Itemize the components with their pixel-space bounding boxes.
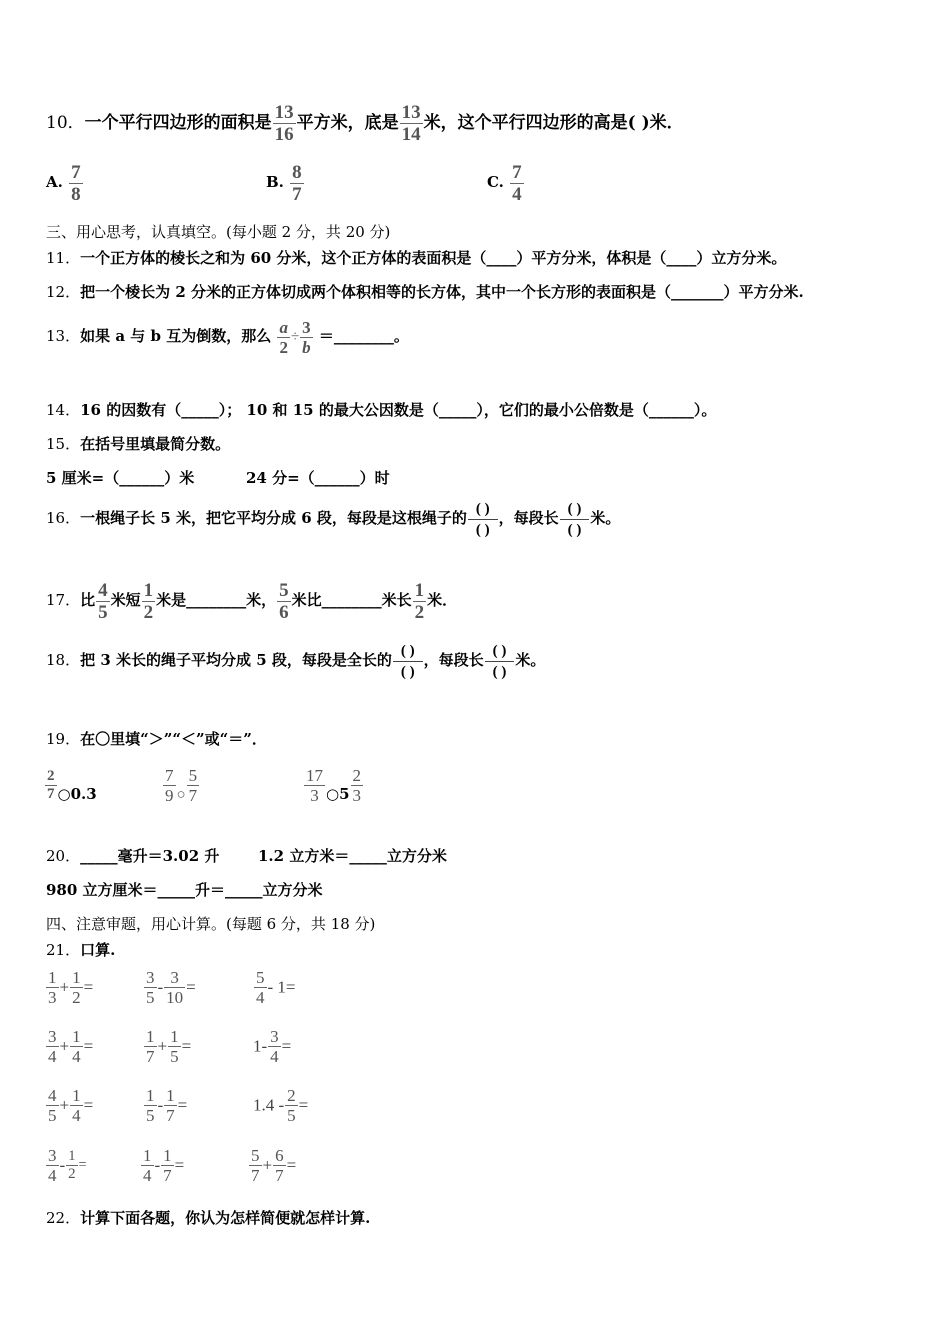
calc-2-1: $\frac{3}{4}$ + $\frac{1}{4}$ = xyxy=(48,1027,94,1066)
section-4-heading: 四、注意审题，用心计算。(每题 6 分，共 18 分) xyxy=(46,915,376,933)
calc-4-2: $\frac{1}{4}$ - $\frac{1}{7}$ = xyxy=(143,1146,185,1185)
q16-blank-fraction-1[interactable]: ( ) ( ) xyxy=(468,499,498,540)
question-15: 15．在括号里填最简分数。 xyxy=(46,435,231,453)
q17-fraction-5-6: $\frac{5}{6}$ xyxy=(279,579,289,623)
compare-circle-5[interactable]: ○5 xyxy=(326,785,350,803)
question-13: 13．如果 a 与 b 互为倒数，那么 $\frac{a}{2}$ ÷ $\frac{3}{b}$ ＝________。 xyxy=(46,317,409,357)
calc-3-3: 1.4 - $\frac{2}{5}$ = xyxy=(253,1086,309,1125)
q20-line-2: 980 立方厘米＝_____升＝_____立方分米 xyxy=(46,881,323,899)
option-b-fraction: $\frac{8}{7}$ xyxy=(292,161,302,205)
question-19: 19．在〇里填“＞”“＜”或“＝”． xyxy=(46,730,267,748)
question-16: 16．一根绳子长 5 米，把它平均分成 6 段，每段是这根绳子的 ( ) ( ) ，每段长 ( ) ( ) 米。 xyxy=(46,500,621,538)
question-20: 20．_____毫升＝3.02 升 xyxy=(46,847,220,865)
question-10 xyxy=(46,102,684,145)
q15-line-2a: 5 厘米=（______）米 xyxy=(46,469,195,487)
calc-1-2: $\frac{3}{5}$ - $\frac{3}{10}$ = xyxy=(146,968,196,1007)
question-22: 22．计算下面各题，你认为怎样简便就怎样计算. xyxy=(46,1209,371,1227)
question-21: 21．口算. xyxy=(46,941,116,959)
q19-fraction-17-3: $\frac{17}{3}$ xyxy=(306,765,323,805)
question-17: 17．比 $\frac{4}{5}$ 米短 $\frac{1}{2}$ 米是________米， $\frac{5}{6}$ 米比________米长 $\frac{1}{2}$ 米． xyxy=(46,579,458,623)
calc-3-1: $\frac{4}{5}$ + $\frac{1}{4}$ = xyxy=(48,1086,94,1125)
q10-area-fraction: $\frac{13}{16}$ xyxy=(274,102,294,145)
q10-option-c[interactable]: C. $\frac{7}{4}$ xyxy=(487,161,522,205)
calc-2-2: $\frac{1}{7}$ + $\frac{1}{5}$ = xyxy=(146,1027,192,1066)
calc-4-1: $\frac{3}{4}$ - $\frac{1}{2}$ = xyxy=(48,1146,87,1185)
q19-compare-3 xyxy=(303,760,364,818)
question-14: 14．16 的因数有（_____）； 10 和 15 的最大公因数是（_____），它们的最小公倍数是（______）。 xyxy=(46,401,717,419)
q17-fraction-4-5: $\frac{4}{5}$ xyxy=(98,579,108,623)
q17-fraction-1-2: $\frac{1}{2}$ xyxy=(143,579,154,623)
q13-fraction-a-over-2: $\frac{a}{2}$ xyxy=(279,317,288,357)
q19-fraction-5-7: $\frac{5}{7}$ xyxy=(188,765,198,805)
q17-fraction-1-2-b: $\frac{1}{2}$ xyxy=(414,579,425,623)
calc-3-2: $\frac{1}{5}$ - $\frac{1}{7}$ = xyxy=(146,1086,188,1125)
question-11: 11．一个正方体的棱长之和为 60 分米，这个正方体的表面积是（____）平方分米，体积是（____）立方分米。 xyxy=(46,249,787,267)
q15-line-2b: 24 分=（______）时 xyxy=(246,469,390,487)
calc-1-3: $\frac{5}{4}$ - 1= xyxy=(256,968,296,1007)
calc-1-1: $\frac{1}{3}$ + $\frac{1}{2}$ = xyxy=(48,968,94,1007)
q10-text-3: 米，这个平行四边形的高是( )米． xyxy=(423,113,684,133)
q10-text-2: 平方米，底是 xyxy=(296,113,399,133)
q18-blank-fraction-2[interactable]: ( ) ( ) xyxy=(485,641,515,682)
calc-4-3: $\frac{5}{7}$ + $\frac{6}{7}$ = xyxy=(251,1146,297,1185)
compare-circle[interactable]: ○ xyxy=(176,787,186,803)
q19-fraction-7-9: $\frac{7}{9}$ xyxy=(165,765,174,805)
calc-2-3: 1- $\frac{3}{4}$ = xyxy=(253,1027,292,1066)
question-12: 12．把一个棱长为 2 分米的正方体切成两个体积相等的长方体，其中一个长方形的表面积是（_______）平方分米. xyxy=(46,283,804,301)
q10-option-a[interactable]: A. $\frac{7}{8}$ xyxy=(46,161,81,205)
q10-base-fraction: $\frac{13}{14}$ xyxy=(401,102,421,145)
q10-number: 10． xyxy=(46,113,85,133)
q16-blank-fraction-2[interactable]: ( ) ( ) xyxy=(560,499,590,540)
question-18: 18．把 3 米长的绳子平均分成 5 段，每段是全长的 ( ) ( ) ，每段长 ( ) ( ) 米。 xyxy=(46,642,546,680)
q10-text-1: 一个平行四边形的面积是 xyxy=(84,113,272,133)
divide-sign: ÷ xyxy=(290,329,300,345)
q18-blank-fraction-1[interactable]: ( ) ( ) xyxy=(393,641,423,682)
q19-compare-2 xyxy=(162,760,200,819)
q19-fraction-2-7: $\frac{2}{7}$ xyxy=(47,767,55,802)
q19-fraction-2-3: $\frac{2}{3}$ xyxy=(352,765,362,805)
q13-fraction-3-over-b: $\frac{3}{b}$ xyxy=(302,317,311,357)
section-3-heading: 三、用心思考，认真填空。(每小题 2 分，共 20 分) xyxy=(46,223,391,241)
q10-option-b[interactable]: B. $\frac{8}{7}$ xyxy=(266,161,302,205)
q20-part-b: 1.2 立方米＝_____立方分米 xyxy=(258,847,447,865)
option-c-fraction: $\frac{7}{4}$ xyxy=(512,161,522,205)
option-a-fraction: $\frac{7}{8}$ xyxy=(71,161,81,205)
q19-compare-1: $\frac{2}{7}$ ○0.3 xyxy=(47,767,97,803)
